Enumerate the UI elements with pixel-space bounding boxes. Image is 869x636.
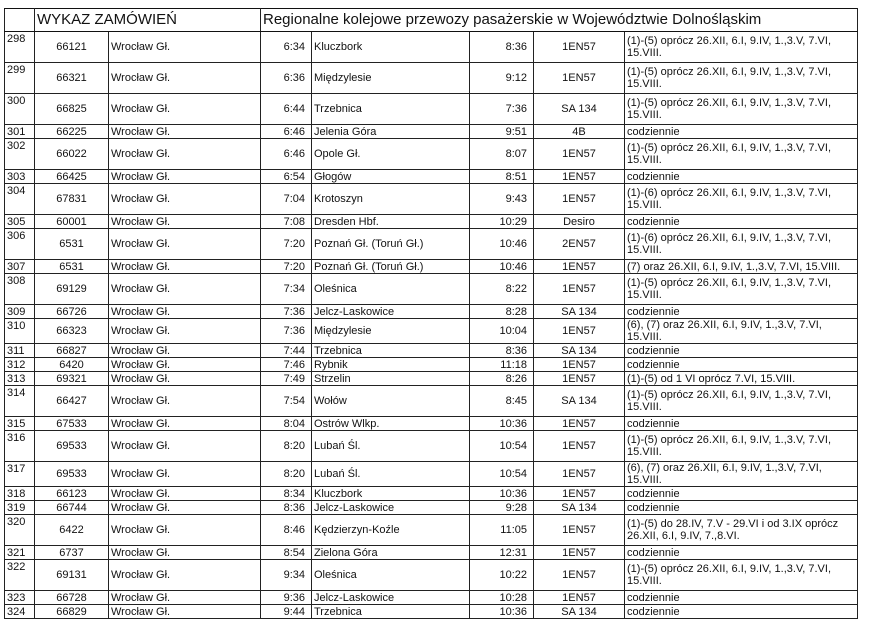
arrival-cell: 8:36 <box>470 344 534 358</box>
origin-cell: Wrocław Gł. <box>109 274 261 305</box>
row-number-cell: 305 <box>5 215 35 229</box>
train-number-cell: 6422 <box>35 515 109 546</box>
train-number-cell: 66121 <box>35 32 109 63</box>
rolling-stock-cell: 1EN57 <box>534 358 625 372</box>
destination-cell: Poznań Gł. (Toruń Gł.) <box>312 229 470 260</box>
destination-cell: Dresden Hbf. <box>312 215 470 229</box>
operating-days-cell: (1)-(5) oprócz 26.XII, 6.I, 9.IV, 1.,3.V, 7.VI, 15.VIII. <box>625 94 858 125</box>
operating-days-cell: codziennie <box>625 501 858 515</box>
arrival-cell: 9:51 <box>470 125 534 139</box>
operating-days-cell: (1)-(5) oprócz 26.XII, 6.I, 9.IV, 1.,3.V, 7.VI, 15.VIII. <box>625 431 858 462</box>
departure-cell: 7:04 <box>261 184 312 215</box>
train-number-cell: 66825 <box>35 94 109 125</box>
train-number-cell: 66827 <box>35 344 109 358</box>
origin-cell: Wrocław Gł. <box>109 305 261 319</box>
origin-cell: Wrocław Gł. <box>109 487 261 501</box>
row-number-cell: 307 <box>5 260 35 274</box>
row-number-cell: 316 <box>5 431 35 462</box>
table-row <box>5 546 858 560</box>
table-row <box>5 63 858 94</box>
train-number-cell: 66728 <box>35 591 109 605</box>
table-row <box>5 139 858 170</box>
destination-cell: Rybnik <box>312 358 470 372</box>
origin-cell: Wrocław Gł. <box>109 344 261 358</box>
rolling-stock-cell: 1EN57 <box>534 260 625 274</box>
arrival-cell: 8:07 <box>470 139 534 170</box>
train-number-cell: 66225 <box>35 125 109 139</box>
departure-cell: 6:36 <box>261 63 312 94</box>
rolling-stock-cell: 1EN57 <box>534 560 625 591</box>
departure-cell: 6:44 <box>261 94 312 125</box>
rolling-stock-cell: 1EN57 <box>534 487 625 501</box>
destination-cell: Międzylesie <box>312 63 470 94</box>
destination-cell: Jelcz-Laskowice <box>312 305 470 319</box>
departure-cell: 8:04 <box>261 417 312 431</box>
destination-cell: Jelcz-Laskowice <box>312 501 470 515</box>
arrival-cell: 8:28 <box>470 305 534 319</box>
arrival-cell: 10:54 <box>470 431 534 462</box>
table-row <box>5 274 858 305</box>
arrival-cell: 8:22 <box>470 274 534 305</box>
destination-cell: Oleśnica <box>312 274 470 305</box>
row-number-cell: 317 <box>5 462 35 487</box>
train-number-cell: 66744 <box>35 501 109 515</box>
train-number-cell: 66427 <box>35 386 109 417</box>
rolling-stock-cell: SA 134 <box>534 344 625 358</box>
arrival-cell: 10:22 <box>470 560 534 591</box>
departure-cell: 6:46 <box>261 125 312 139</box>
table-body <box>5 32 858 619</box>
table-row <box>5 125 858 139</box>
operating-days-cell: codziennie <box>625 591 858 605</box>
table-row <box>5 372 858 386</box>
rolling-stock-cell: SA 134 <box>534 386 625 417</box>
table-row <box>5 260 858 274</box>
train-number-cell: 69533 <box>35 462 109 487</box>
table-row <box>5 515 858 546</box>
row-number-cell: 313 <box>5 372 35 386</box>
row-number-cell: 310 <box>5 319 35 344</box>
operating-days-cell: codziennie <box>625 417 858 431</box>
departure-cell: 9:44 <box>261 605 312 619</box>
header-left-title: WYKAZ ZAMÓWIEŃ <box>35 9 261 32</box>
row-number-cell: 312 <box>5 358 35 372</box>
table-row <box>5 358 858 372</box>
departure-cell: 6:54 <box>261 170 312 184</box>
row-number-cell: 302 <box>5 139 35 170</box>
operating-days-cell: (1)-(5) oprócz 26.XII, 6.I, 9.IV, 1.,3.V, 7.VI, 15.VIII. <box>625 386 858 417</box>
rolling-stock-cell: 1EN57 <box>534 274 625 305</box>
table-row <box>5 605 858 619</box>
operating-days-cell: codziennie <box>625 487 858 501</box>
arrival-cell: 10:36 <box>470 605 534 619</box>
rolling-stock-cell: 1EN57 <box>534 546 625 560</box>
train-number-cell: 69321 <box>35 372 109 386</box>
row-number-cell: 301 <box>5 125 35 139</box>
rolling-stock-cell: SA 134 <box>534 501 625 515</box>
destination-cell: Jelenia Góra <box>312 125 470 139</box>
departure-cell: 8:20 <box>261 462 312 487</box>
rolling-stock-cell: 1EN57 <box>534 372 625 386</box>
table-row <box>5 417 858 431</box>
table-row <box>5 344 858 358</box>
destination-cell: Głogów <box>312 170 470 184</box>
train-number-cell: 67831 <box>35 184 109 215</box>
rolling-stock-cell: 1EN57 <box>534 170 625 184</box>
arrival-cell: 8:26 <box>470 372 534 386</box>
destination-cell: Trzebnica <box>312 344 470 358</box>
operating-days-cell: codziennie <box>625 358 858 372</box>
origin-cell: Wrocław Gł. <box>109 462 261 487</box>
rolling-stock-cell: 1EN57 <box>534 417 625 431</box>
departure-cell: 7:49 <box>261 372 312 386</box>
operating-days-cell: (1)-(5) oprócz 26.XII, 6.I, 9.IV, 1.,3.V, 7.VI, 15.VIII. <box>625 32 858 63</box>
arrival-cell: 10:54 <box>470 462 534 487</box>
rolling-stock-cell: 1EN57 <box>534 319 625 344</box>
origin-cell: Wrocław Gł. <box>109 319 261 344</box>
operating-days-cell: codziennie <box>625 170 858 184</box>
departure-cell: 7:34 <box>261 274 312 305</box>
row-number-cell: 304 <box>5 184 35 215</box>
operating-days-cell: codziennie <box>625 215 858 229</box>
destination-cell: Międzylesie <box>312 319 470 344</box>
origin-cell: Wrocław Gł. <box>109 560 261 591</box>
departure-cell: 7:08 <box>261 215 312 229</box>
train-number-cell: 6420 <box>35 358 109 372</box>
rolling-stock-cell: 1EN57 <box>534 431 625 462</box>
row-number-cell: 324 <box>5 605 35 619</box>
table-row <box>5 32 858 63</box>
departure-cell: 8:36 <box>261 501 312 515</box>
train-number-cell: 66323 <box>35 319 109 344</box>
operating-days-cell: codziennie <box>625 344 858 358</box>
rolling-stock-cell: SA 134 <box>534 305 625 319</box>
operating-days-cell: (1)-(6) oprócz 26.XII, 6.I, 9.IV, 1.,3.V, 7.VI, 15.VIII. <box>625 184 858 215</box>
origin-cell: Wrocław Gł. <box>109 32 261 63</box>
row-number-cell: 323 <box>5 591 35 605</box>
train-number-cell: 69129 <box>35 274 109 305</box>
rolling-stock-cell: 4B <box>534 125 625 139</box>
operating-days-cell: (1)-(5) oprócz 26.XII, 6.I, 9.IV, 1.,3.V, 7.VI, 15.VIII. <box>625 63 858 94</box>
row-number-cell: 303 <box>5 170 35 184</box>
destination-cell: Ostrów Wlkp. <box>312 417 470 431</box>
rolling-stock-cell: SA 134 <box>534 94 625 125</box>
origin-cell: Wrocław Gł. <box>109 605 261 619</box>
row-number-cell: 315 <box>5 417 35 431</box>
origin-cell: Wrocław Gł. <box>109 94 261 125</box>
destination-cell: Kędzierzyn-Koźle <box>312 515 470 546</box>
train-number-cell: 6531 <box>35 229 109 260</box>
origin-cell: Wrocław Gł. <box>109 501 261 515</box>
table-row <box>5 431 858 462</box>
origin-cell: Wrocław Gł. <box>109 417 261 431</box>
row-number-cell: 314 <box>5 386 35 417</box>
operating-days-cell: (1)-(5) oprócz 26.XII, 6.I, 9.IV, 1.,3.V, 7.VI, 15.VIII. <box>625 139 858 170</box>
destination-cell: Lubań Śl. <box>312 431 470 462</box>
table-row <box>5 462 858 487</box>
destination-cell: Kluczbork <box>312 32 470 63</box>
table-row <box>5 487 858 501</box>
train-number-cell: 66321 <box>35 63 109 94</box>
table-row <box>5 184 858 215</box>
arrival-cell: 10:28 <box>470 591 534 605</box>
train-number-cell: 6531 <box>35 260 109 274</box>
destination-cell: Strzelin <box>312 372 470 386</box>
departure-cell: 7:36 <box>261 305 312 319</box>
origin-cell: Wrocław Gł. <box>109 170 261 184</box>
destination-cell: Kluczbork <box>312 487 470 501</box>
operating-days-cell: codziennie <box>625 605 858 619</box>
table-row <box>5 386 858 417</box>
departure-cell: 8:54 <box>261 546 312 560</box>
row-number-cell: 321 <box>5 546 35 560</box>
row-number-cell: 308 <box>5 274 35 305</box>
row-number-cell: 318 <box>5 487 35 501</box>
destination-cell: Jelcz-Laskowice <box>312 591 470 605</box>
arrival-cell: 9:12 <box>470 63 534 94</box>
destination-cell: Trzebnica <box>312 94 470 125</box>
destination-cell: Wołów <box>312 386 470 417</box>
arrival-cell: 8:45 <box>470 386 534 417</box>
header-right-title: Regionalne kolejowe przewozy pasażerskie w Województwie Dolnośląskim <box>261 9 858 32</box>
train-number-cell: 69533 <box>35 431 109 462</box>
operating-days-cell: (6), (7) oraz 26.XII, 6.I, 9.IV, 1.,3.V, 7.VI, 15.VIII. <box>625 319 858 344</box>
departure-cell: 8:34 <box>261 487 312 501</box>
train-number-cell: 60001 <box>35 215 109 229</box>
origin-cell: Wrocław Gł. <box>109 546 261 560</box>
destination-cell: Oleśnica <box>312 560 470 591</box>
train-number-cell: 66425 <box>35 170 109 184</box>
origin-cell: Wrocław Gł. <box>109 63 261 94</box>
departure-cell: 7:46 <box>261 358 312 372</box>
arrival-cell: 9:43 <box>470 184 534 215</box>
origin-cell: Wrocław Gł. <box>109 184 261 215</box>
table-row <box>5 215 858 229</box>
rolling-stock-cell: 1EN57 <box>534 184 625 215</box>
rolling-stock-cell: 1EN57 <box>534 63 625 94</box>
operating-days-cell: (1)-(5) oprócz 26.XII, 6.I, 9.IV, 1.,3.V, 7.VI, 15.VIII. <box>625 560 858 591</box>
table-row <box>5 319 858 344</box>
table-row <box>5 560 858 591</box>
departure-cell: 7:54 <box>261 386 312 417</box>
origin-cell: Wrocław Gł. <box>109 515 261 546</box>
operating-days-cell: (7) oraz 26.XII, 6.I, 9.IV, 1.,3.V, 7.VI, 15.VIII. <box>625 260 858 274</box>
departure-cell: 7:44 <box>261 344 312 358</box>
operating-days-cell: (1)-(5) od 1 VI oprócz 7.VI, 15.VIII. <box>625 372 858 386</box>
rolling-stock-cell: 1EN57 <box>534 139 625 170</box>
destination-cell: Lubań Śl. <box>312 462 470 487</box>
table-row <box>5 591 858 605</box>
origin-cell: Wrocław Gł. <box>109 372 261 386</box>
departure-cell: 6:46 <box>261 139 312 170</box>
origin-cell: Wrocław Gł. <box>109 139 261 170</box>
origin-cell: Wrocław Gł. <box>109 260 261 274</box>
operating-days-cell: (1)-(5) do 28.IV, 7.V - 29.VI i od 3.IX oprócz 26.XII, 6.I, 9.IV, 7.,8.VI. <box>625 515 858 546</box>
table-row <box>5 305 858 319</box>
row-number-cell: 306 <box>5 229 35 260</box>
train-number-cell: 69131 <box>35 560 109 591</box>
arrival-cell: 7:36 <box>470 94 534 125</box>
arrival-cell: 10:04 <box>470 319 534 344</box>
row-number-cell: 320 <box>5 515 35 546</box>
destination-cell: Krotoszyn <box>312 184 470 215</box>
destination-cell: Poznań Gł. (Toruń Gł.) <box>312 260 470 274</box>
rolling-stock-cell: SA 134 <box>534 605 625 619</box>
arrival-cell: 10:29 <box>470 215 534 229</box>
table-row <box>5 94 858 125</box>
train-number-cell: 66829 <box>35 605 109 619</box>
arrival-cell: 11:05 <box>470 515 534 546</box>
train-number-cell: 6737 <box>35 546 109 560</box>
arrival-cell: 10:46 <box>470 229 534 260</box>
rolling-stock-cell: 1EN57 <box>534 515 625 546</box>
origin-cell: Wrocław Gł. <box>109 591 261 605</box>
operating-days-cell: (1)-(5) oprócz 26.XII, 6.I, 9.IV, 1.,3.V, 7.VI, 15.VIII. <box>625 274 858 305</box>
departure-cell: 7:20 <box>261 229 312 260</box>
orders-table <box>4 8 858 619</box>
operating-days-cell: codziennie <box>625 305 858 319</box>
train-number-cell: 66123 <box>35 487 109 501</box>
arrival-cell: 8:51 <box>470 170 534 184</box>
origin-cell: Wrocław Gł. <box>109 431 261 462</box>
row-number-cell: 319 <box>5 501 35 515</box>
train-number-cell: 67533 <box>35 417 109 431</box>
origin-cell: Wrocław Gł. <box>109 125 261 139</box>
table-row <box>5 170 858 184</box>
arrival-cell: 11:18 <box>470 358 534 372</box>
destination-cell: Trzebnica <box>312 605 470 619</box>
departure-cell: 6:34 <box>261 32 312 63</box>
train-number-cell: 66726 <box>35 305 109 319</box>
header-row <box>5 9 858 32</box>
origin-cell: Wrocław Gł. <box>109 229 261 260</box>
operating-days-cell: (1)-(6) oprócz 26.XII, 6.I, 9.IV, 1.,3.V, 7.VI, 15.VIII. <box>625 229 858 260</box>
operating-days-cell: codziennie <box>625 125 858 139</box>
arrival-cell: 9:28 <box>470 501 534 515</box>
destination-cell: Zielona Góra <box>312 546 470 560</box>
table-row <box>5 501 858 515</box>
departure-cell: 9:34 <box>261 560 312 591</box>
operating-days-cell: (6), (7) oraz 26.XII, 6.I, 9.IV, 1.,3.V, 7.VI, 15.VIII. <box>625 462 858 487</box>
arrival-cell: 10:36 <box>470 487 534 501</box>
train-number-cell: 66022 <box>35 139 109 170</box>
origin-cell: Wrocław Gł. <box>109 386 261 417</box>
arrival-cell: 8:36 <box>470 32 534 63</box>
arrival-cell: 10:36 <box>470 417 534 431</box>
header-blank <box>5 9 35 32</box>
rolling-stock-cell: Desiro <box>534 215 625 229</box>
departure-cell: 7:20 <box>261 260 312 274</box>
row-number-cell: 298 <box>5 32 35 63</box>
rolling-stock-cell: 2EN57 <box>534 229 625 260</box>
destination-cell: Opole Gł. <box>312 139 470 170</box>
origin-cell: Wrocław Gł. <box>109 358 261 372</box>
row-number-cell: 299 <box>5 63 35 94</box>
departure-cell: 7:36 <box>261 319 312 344</box>
row-number-cell: 311 <box>5 344 35 358</box>
rolling-stock-cell: 1EN57 <box>534 32 625 63</box>
departure-cell: 8:46 <box>261 515 312 546</box>
arrival-cell: 10:46 <box>470 260 534 274</box>
arrival-cell: 12:31 <box>470 546 534 560</box>
row-number-cell: 322 <box>5 560 35 591</box>
rolling-stock-cell: 1EN57 <box>534 591 625 605</box>
table-row <box>5 229 858 260</box>
origin-cell: Wrocław Gł. <box>109 215 261 229</box>
row-number-cell: 309 <box>5 305 35 319</box>
row-number-cell: 300 <box>5 94 35 125</box>
operating-days-cell: codziennie <box>625 546 858 560</box>
rolling-stock-cell: 1EN57 <box>534 462 625 487</box>
departure-cell: 8:20 <box>261 431 312 462</box>
departure-cell: 9:36 <box>261 591 312 605</box>
